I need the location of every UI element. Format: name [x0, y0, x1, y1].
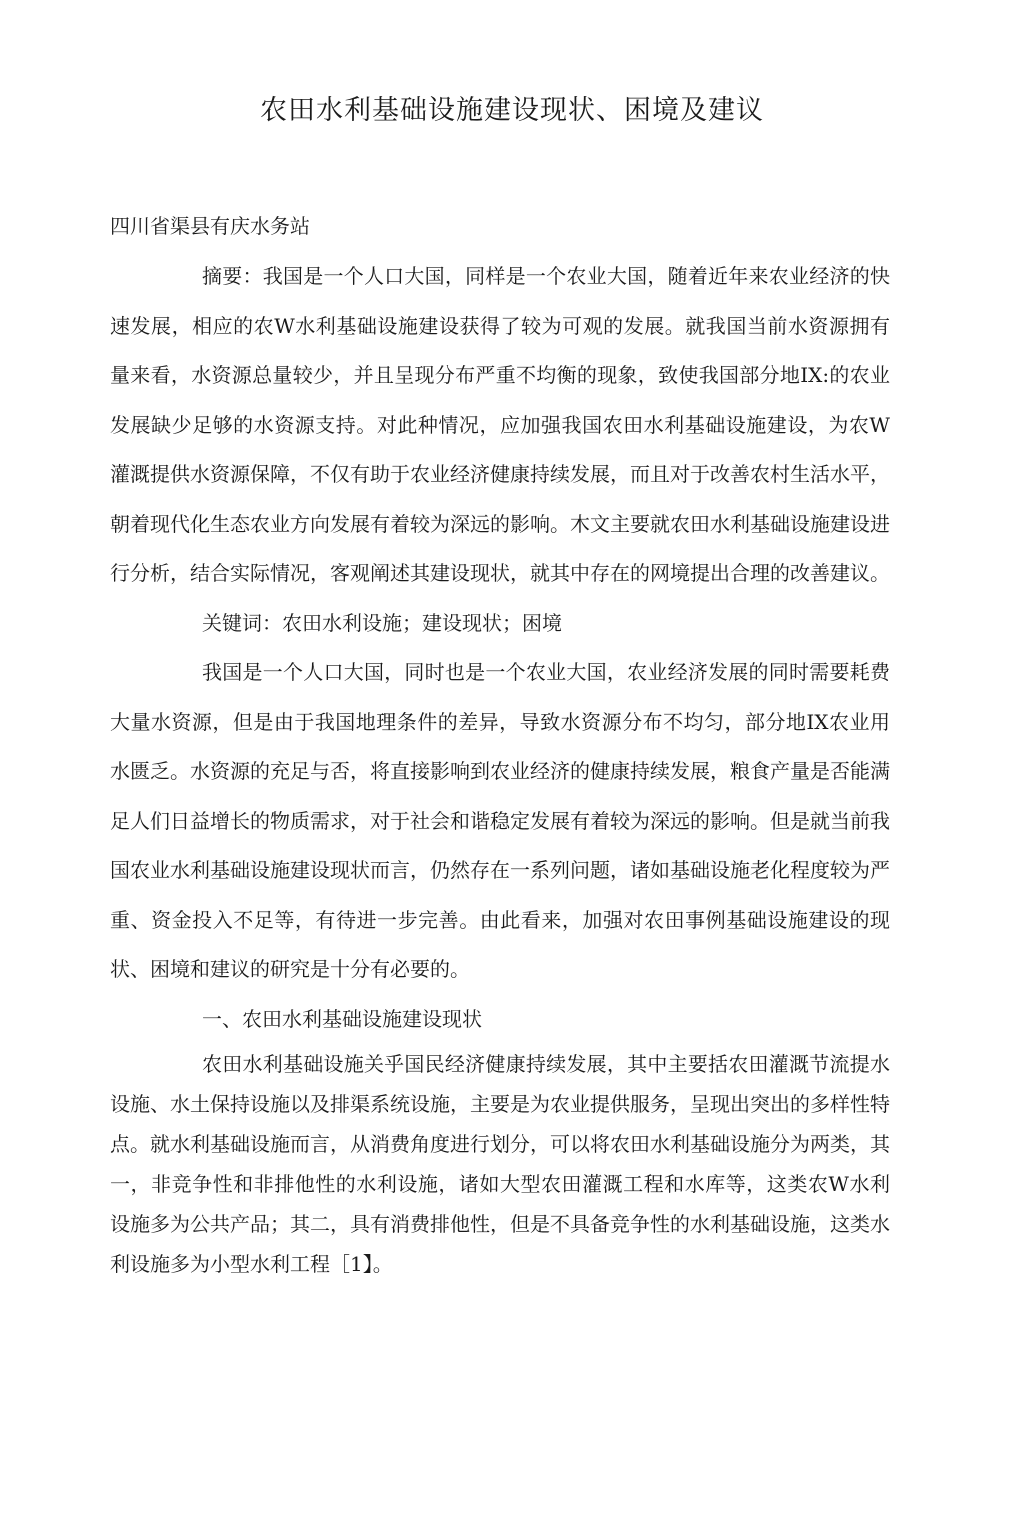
document-title: 农田水利基础设施建设现状、困境及建议: [260, 95, 764, 126]
section-paragraph: 农田水利基础设施关乎国民经济健康持续发展，其中主要括农田灌溉节流提水设施、水土保持设施以及排渠系统设施，主要是为农业提供服务，呈现出突出的多样性特点。就水利基础设施而言，从消费角度进行划分，可以将农田水利基础设施分为两类，其一，非竞争性和非排他性的水利设施，诸如大型农田灌溉工程和水库等，这类农W水利设施多为公共产品；其二，具有消费排他性，但是不具备竞争性的水利基础设施，这类水利设施多为小型水利工程［1】。: [110, 1052, 890, 1276]
section-heading: 一、农田水利基础设施建设现状: [202, 1006, 482, 1031]
abstract-paragraph: 摘要：我国是一个人口大国，同样是一个农业大国，随着近年来农业经济的快速发展，相应的农W水利基础设施建设获得了较为可观的发展。就我国当前水资源拥有量来看，水资源总量较少，并且呈现分布严重不均衡的现象，致使我国部分地IX:的农业发展缺少足够的水资源支持。对此种情况，应加强我国农田水利基础设施建设，为农W灌溉提供水资源保障，不仅有助于农业经济健康持续发展，而且对于改善农村生活水平，朝着现代化生态农业方向发展有着较为深远的影响。木文主要就农田水利基础设施建设进行分析，结合实际情况，客观阐述其建设现状，就其中存在的网境提出合理的改善建议。: [110, 264, 890, 585]
document-body: [110, 252, 890, 1284]
author-affiliation: 四川省渠县有庆水务站: [110, 214, 310, 238]
keywords-line: 关键词：农田水利设施；建设现状；困境: [202, 610, 562, 635]
intro-paragraph: 我国是一个人口大国，同时也是一个农业大国，农业经济发展的同时需要耗费大量水资源，但是由于我国地理条件的差异，导致水资源分布不均匀，部分地IX农业用水匮乏。水资源的充足与否，将直接影响到农业经济的健康持续发展，粮食产量是否能满足人们日益增长的物质需求，对于社会和谐稳定发展有着较为深远的影响。但是就当前我国农业水利基础设施建设现状而言，仍然存在一系列问题，诸如基础设施老化程度较为严重、资金投入不足等，有待进一步完善。由此看来，加强对农田事例基础设施建设的现状、困境和建议的研究是十分有必要的。: [110, 660, 890, 981]
